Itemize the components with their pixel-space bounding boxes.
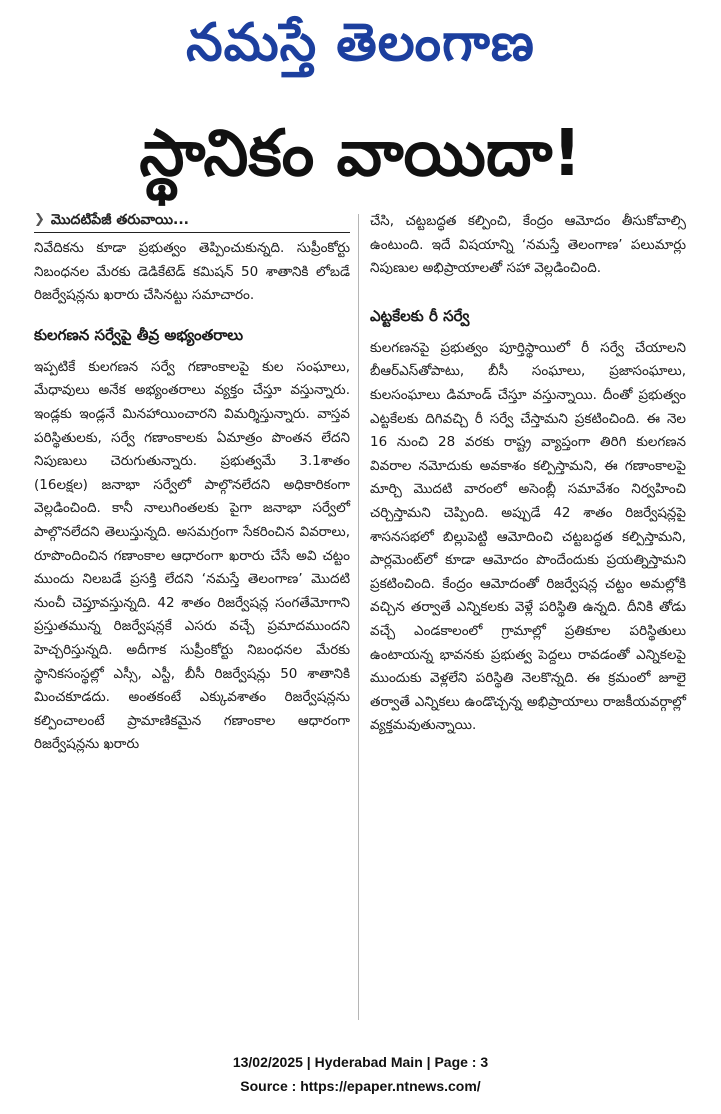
intro-paragraph: నివేదికను కూడా ప్రభుత్వం తెప్పించుకున్నది. సుప్రీంకోర్టు నిబంధనల మేరకు డెడికేటెడ్ కమిషన్ 50 శాతానికి లోబడే రిజర్వేషన్లను ఖరారు చేసినట్టు సమాచారం. [34,240,350,304]
chevron-right-icon: ❯ [34,212,45,227]
article-body [0,210,721,1040]
column-divider [358,214,359,1020]
edition-info: 13/02/2025 | Hyderabad Main | Page : 3 [232,1054,489,1070]
section-subheading: ఎట్టకేలకు రీ సర్వే [370,306,470,325]
page-footer [0,1050,721,1098]
body-paragraph: ఇప్పటికే కులగణన సర్వే గణాంకాలపై కుల సంఘాలు, మేధావులు అనేక అభ్యంతరాలు వ్యక్తం చేస్తూ వస్తున్నారు. ఇండ్లకు ఇండ్లనే మినహాయించారని విమర్శిస్తున్నారు. వాస్తవ పరిస్థితులకు, సర్వే గణాంకాలకు ఏమాత్రం పొంతన లేదని నిపుణులు చెరుగుతున్నారు. ప్రభుత్వమే 3.1శాతం (16లక్షల) జనాభా సర్వేలో పాల్గొనలేదని అధికారికంగా వెల్లడించింది. కానీ నాలుగింతలకు పైగా జనాభా సర్వేలో పాల్గొనలేదని తెలుస్తున్నది. అసమగ్రంగా సేకరించిన వివరాలు, రూపొందించిన గణాంకాల ఆధారంగా ఖరారు చేసే అవి చట్టం ముందు నిలబడే ప్రసక్తి లేదని ‘నమస్తే తెలంగాణ’ మొదటి నుంచీ చెప్తూవస్తున్నది. 42 శాతం రిజర్వేషన్ల సంగతేమోగాని ప్రస్తుతమున్న రిజర్వేషన్లకే ఎసరు వచ్చే ప్రమాదముందని హెచ్చరిస్తున్నది. అదీగాక సుప్రీంకోర్టు నిబంధనల మేరకు స్థానికసంస్థల్లో ఎస్సీ, ఎస్టీ, బీసీ రిజర్వేషన్లు 50 శాతానికి మించకూడదు. అంతకంటే ఎక్కువశాతం రిజర్వేషన్లను కల్పించాలంటే ప్రామాణికమైన గణాంకాల ఆధారంగా రిజర్వేషన్లను ఖరారు [34,358,351,753]
newspaper-masthead: నమస్తే తెలంగాణ [186,13,535,73]
source-link[interactable]: Source : https://epaper.ntnews.com/ [240,1078,481,1094]
right-column [370,210,686,1040]
kicker-label: మొదటిపేజీ తరువాయి... [50,212,189,228]
continued-paragraph: చేసి, చట్టబద్ధత కల్పించి, కేంద్రం ఆమోదం తీసుకోవాల్సి ఉంటుంది. ఇదే విషయాన్ని ‘నమస్తే తెలంగాణ’ పలుమార్లు నిపుణుల అభిప్రాయాలతో సహా వెల్లడించింది. [370,213,686,277]
article-headline: స్థానికం వాయిదా! [139,117,582,191]
left-column [34,210,350,1040]
section-subheading: కులగణన సర్వేపై తీవ్ర అభ్యంతరాలు [34,325,244,344]
continuation-kicker [34,210,350,233]
body-paragraph: కులగణనపై ప్రభుత్వం పూర్తిస్థాయిలో రీ సర్వే చేయాలని బీఆర్ఎస్‌తోపాటు, బీసీ సంఘాలు, ప్రజాసంఘాలు, కులసంఘాలు డిమాండ్ చేస్తూ వస్తున్నాయి. దీంతో ప్రభుత్వం ఎట్టకేలకు దిగివచ్చి రీ సర్వే చేస్తామని ప్రకటించింది. ఈ నెల 16 నుంచి 28 వరకు రాష్ట్ర వ్యాప్తంగా తిరిగి కులగణన వివరాల నమోదుకు అవకాశం కల్పిస్తామని, ఈ గణాంకాలపై మార్చి మొదటి వారంలో అసెంబ్లీ సమావేశం నిర్వహించి చర్చిస్తామని చెప్పింది. అప్పుడే 42 శాతం రిజర్వేషన్లపై శాసనసభలో బిల్లుపెట్టి ఆమోదించి చట్టబద్ధత కల్పిస్తామని, పార్లమెంట్‌లో కూడా ఆమోదం పొందేందుకు ప్రయత్నిస్తామని ప్రకటించింది. కేంద్రం ఆమోదంతో రిజర్వేషన్ల చట్టం అమల్లోకి వచ్చిన తర్వాతే ఎన్నికలకు వెళ్లే పరిస్థితి ఉన్నది. దీనికి తోడు వచ్చే ఎండకాలంలో గ్రామాల్లో ప్రతికూల పరిస్థితులు ఉంటాయన్న భావనకు ప్రభుత్వ పెద్దలు రావడంతో ఎన్నికలపై ముందుకు వెళ్లలేని పరిస్థితి నెలకొన్నది. ఈ క్రమంలో జూలై తర్వాతే ఎన్నికలు ఉండొచ్చన్న అభిప్రాయాలు రాజకీయవర్గాల్లో వ్యక్తమవుతున్నాయి. [370,339,686,734]
